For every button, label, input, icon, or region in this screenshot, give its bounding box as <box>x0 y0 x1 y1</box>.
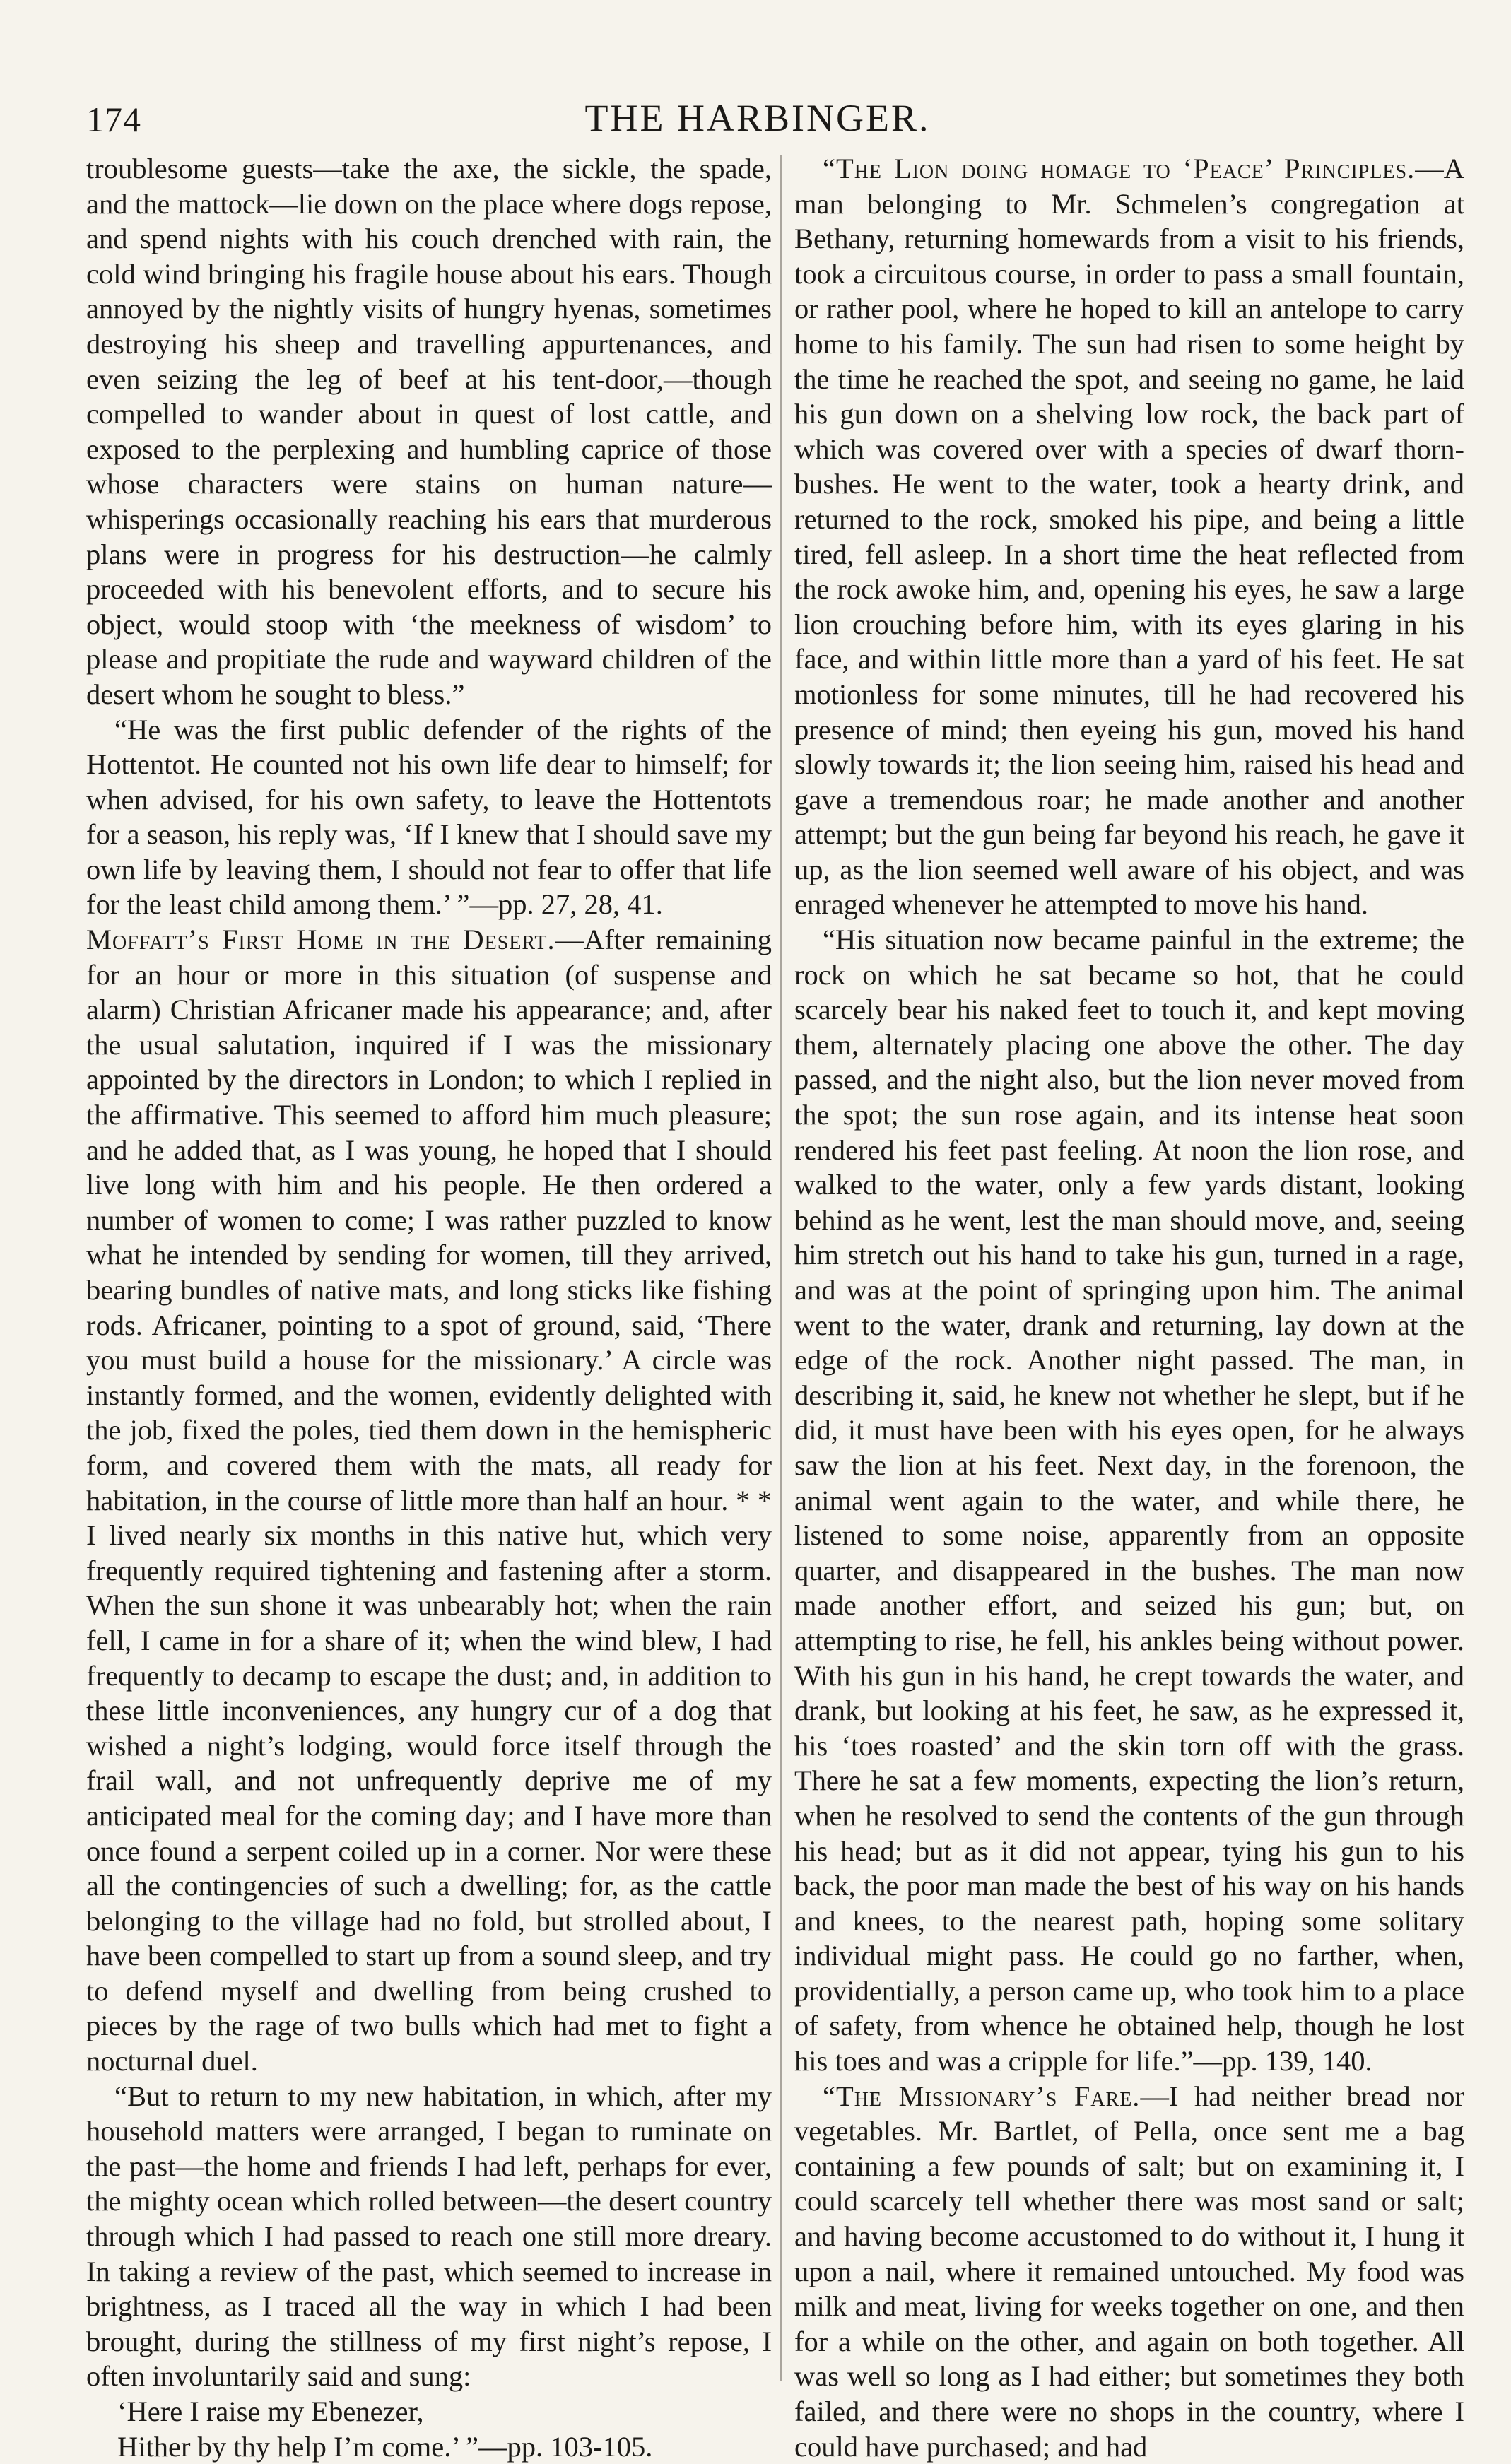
left-paragraph-2: “He was the first public defender of the rights of the Hottentot. He counted not his own life dear to himself; for when advised, for his own safety, to leave the Hottentots for a season, his reply was, ‘If I knew that I should save my own life by leaving them, I should not fear to offer that life for the least child among them.’ ”—pp. 27, 28, 41. <box>86 713 772 921</box>
right-paragraph-3-body: —I had neither bread nor vegetables. Mr. Bartlet, of Pella, once sent me a bag containing a few pounds of salt; but on examining it, I could scarcely tell whether there was most sand or salt; and having become accustomed to do without it, I hung it upon a nail, where it remained untouched. My food was milk and meat, living for weeks together on one, and then for a while on the other, and again on both together. All was well so long as I had either; but sometimes they both failed, and there were no shops in the country, where I could have purchased; and had <box>794 2080 1464 2463</box>
right-paragraph-2: “His situation now became painful in the extreme; the rock on which he sat became so hot, that he could scarcely bear his naked feet to touch it, and kept moving them, alternately placing one above the other. The day passed, and the night also, but the lion never moved from the spot; the sun rose again, and its intense heat soon rendered his feet past feeling. At noon the lion rose, and walked to the water, only a few yards distant, looking behind as he went, lest the man should move, and, seeing him stretch out his hand to take his gun, turned in a rage, and was at the point of springing upon him. The animal went to the water, drank and returning, lay down at the edge of the rock. Another night passed. The man, in describing it, said, he knew not whether he slept, but if he did, it must have been with his eyes open, for he always saw the lion at his feet. Next day, in the forenoon, the animal went again to the water, and while there, he listened to some noise, apparently from an opposite quarter, and disappeared in the bushes. The man now made another effort, and seized his gun; but, on attempting to rise, he fell, his ankles being without power. With his gun in his hand, he crept towards the water, and drank, but looking at his feet, he saw, as he expressed it, his ‘toes roasted’ and the skin torn off with the grass. There he sat a few moments, expecting the lion’s return, when he resolved to send the contents of the gun through his head; but as it did not appear, tying his gun to his back, the poor man made the best of his way on his hands and knees, to the nearest path, hoping some solitary individual might pass. He could go no farther, when, providentially, a person came up, who took him to a place of safety, from whence he obtained help, though he lost his toes and was a cripple for life.”—pp. 139, 140. <box>794 924 1464 2077</box>
running-title: THE HARBINGER. <box>584 97 931 139</box>
page-number: 174 <box>86 100 141 139</box>
section-heading-missionary-fare: “The Missionary’s Fare. <box>823 2080 1141 2112</box>
verse-line-2: Hither by thy help I’m come.’ ”—pp. 103-105. <box>117 2430 653 2463</box>
right-paragraph-1 <box>794 151 1464 922</box>
right-column <box>794 151 1464 2463</box>
verse-line-1: ‘Here I raise my Ebenezer, <box>117 2395 424 2427</box>
right-paragraph-1-body: —A man belonging to Mr. Schmelen’s congregation at Bethany, returning homewards from a visit to his friends, took a circuitous course, in order to pass a small fountain, or rather pool, where he hoped to kill an antelope to carry home to his family. The sun had risen to some height by the time he reached the spot, and seeing no game, he laid his gun down on a shelving low rock, the back part of which was covered over with a species of dwarf thorn-bushes. He went to the water, took a hearty drink, and returned to the rock, smoked his pipe, and being a little tired, fell asleep. In a short time the heat reflected from the rock awoke him, and, opening his eyes, he saw a large lion crouching before him, with its eyes glaring in his face, and within little more than a yard of his feet. He sat motionless for some minutes, till he had recovered his presence of mind; then eyeing his gun, moved his hand slowly towards it; the lion seeing him, raised his head and gave a tremendous roar; he made another and another attempt; but the gun being far beyond his reach, he gave it up, as the lion seemed well aware of his object, and was enraged whenever he attempted to move his hand. <box>794 153 1464 921</box>
left-paragraph-3-body: —After remaining for an hour or more in this situation (of suspense and alarm) Christian Africaner made his appearance; and, after the usual salutation, inquired if I was the missionary appointed by the directors in London; to which I replied in the affirmative. This seemed to afford him much pleasure; and he added that, as I was young, he hoped that I should live long with him and his people. He then ordered a number of women to come; I was rather puzzled to know what he intended by sending for women, till they arrived, bearing bundles of native mats, and long sticks like fishing rods. Africaner, pointing to a spot of ground, said, ‘There you must build a house for the missionary.’ A circle was instantly formed, and the women, evidently delighted with the job, fixed the poles, tied them down in the hemispheric form, and covered them with the mats, all ready for habitation, in the course of little more than half an hour. * * I lived nearly six months in this native hut, which very frequently required tightening and fastening after a storm. When the sun shone it was unbearably hot; when the rain fell, I came in for a share of it; when the wind blew, I had frequently to decamp to escape the dust; and, in addition to these little inconveniences, any hungry cur of a dog that wished a night’s lodging, would force itself through the frail wall, and not unfrequently deprive me of my anticipated meal for the coming day; and I have more than once found a serpent coiled up in a corner. Nor were these all the contingencies of such a dwelling; for, as the cattle belonging to the village had no fold, but strolled about, I have been compelled to start up from a sound sleep, and try to defend myself and dwelling from being crushed to pieces by the rage of two bulls which had met to fight a nocturnal duel. <box>86 924 772 2077</box>
section-heading-first-home: Moffatt’s First Home in the Desert. <box>86 924 555 956</box>
left-paragraph-3 <box>86 922 772 2079</box>
left-paragraph-1: troublesome guests—take the axe, the sickle, the spade, and the mattock—lie down on the place where dogs repose, and spend nights with his couch drenched with rain, the cold wind bringing his fragile house about his ears. Though annoyed by the nightly visits of hungry hyenas, sometimes destroying his sheep and travelling appurtenances, and even seizing the leg of beef at his tent-door,—though compelled to wander about in quest of lost cattle, and exposed to the perplexing and humbling caprice of those whose characters were stains on human nature—whisperings occasionally reaching his ears that murderous plans were in progress for his destruction—he calmly proceeded with his benevolent efforts, and to secure his object, would stoop with ‘the meekness of wisdom’ to please and propitiate the rude and wayward children of the desert whom he sought to bless.” <box>86 153 772 710</box>
left-paragraph-4: “But to return to my new habitation, in which, after my household matters were arranged, I began to ruminate on the past—the home and friends I had left, perhaps for ever, the mighty ocean which rolled between—the desert country through which I had passed to reach one still more dreary. In taking a review of the past, which seemed to increase in brightness, as I traced all the way in which I had been brought, during the stillness of my first night’s repose, I often involuntarily said and sung: <box>86 2080 772 2393</box>
section-heading-lion: “The Lion doing homage to ‘Peace’ Principles. <box>823 153 1416 184</box>
page-header <box>86 92 1429 151</box>
left-column <box>86 151 772 2463</box>
right-paragraph-3 <box>794 2079 1464 2464</box>
column-divider <box>780 155 782 2381</box>
